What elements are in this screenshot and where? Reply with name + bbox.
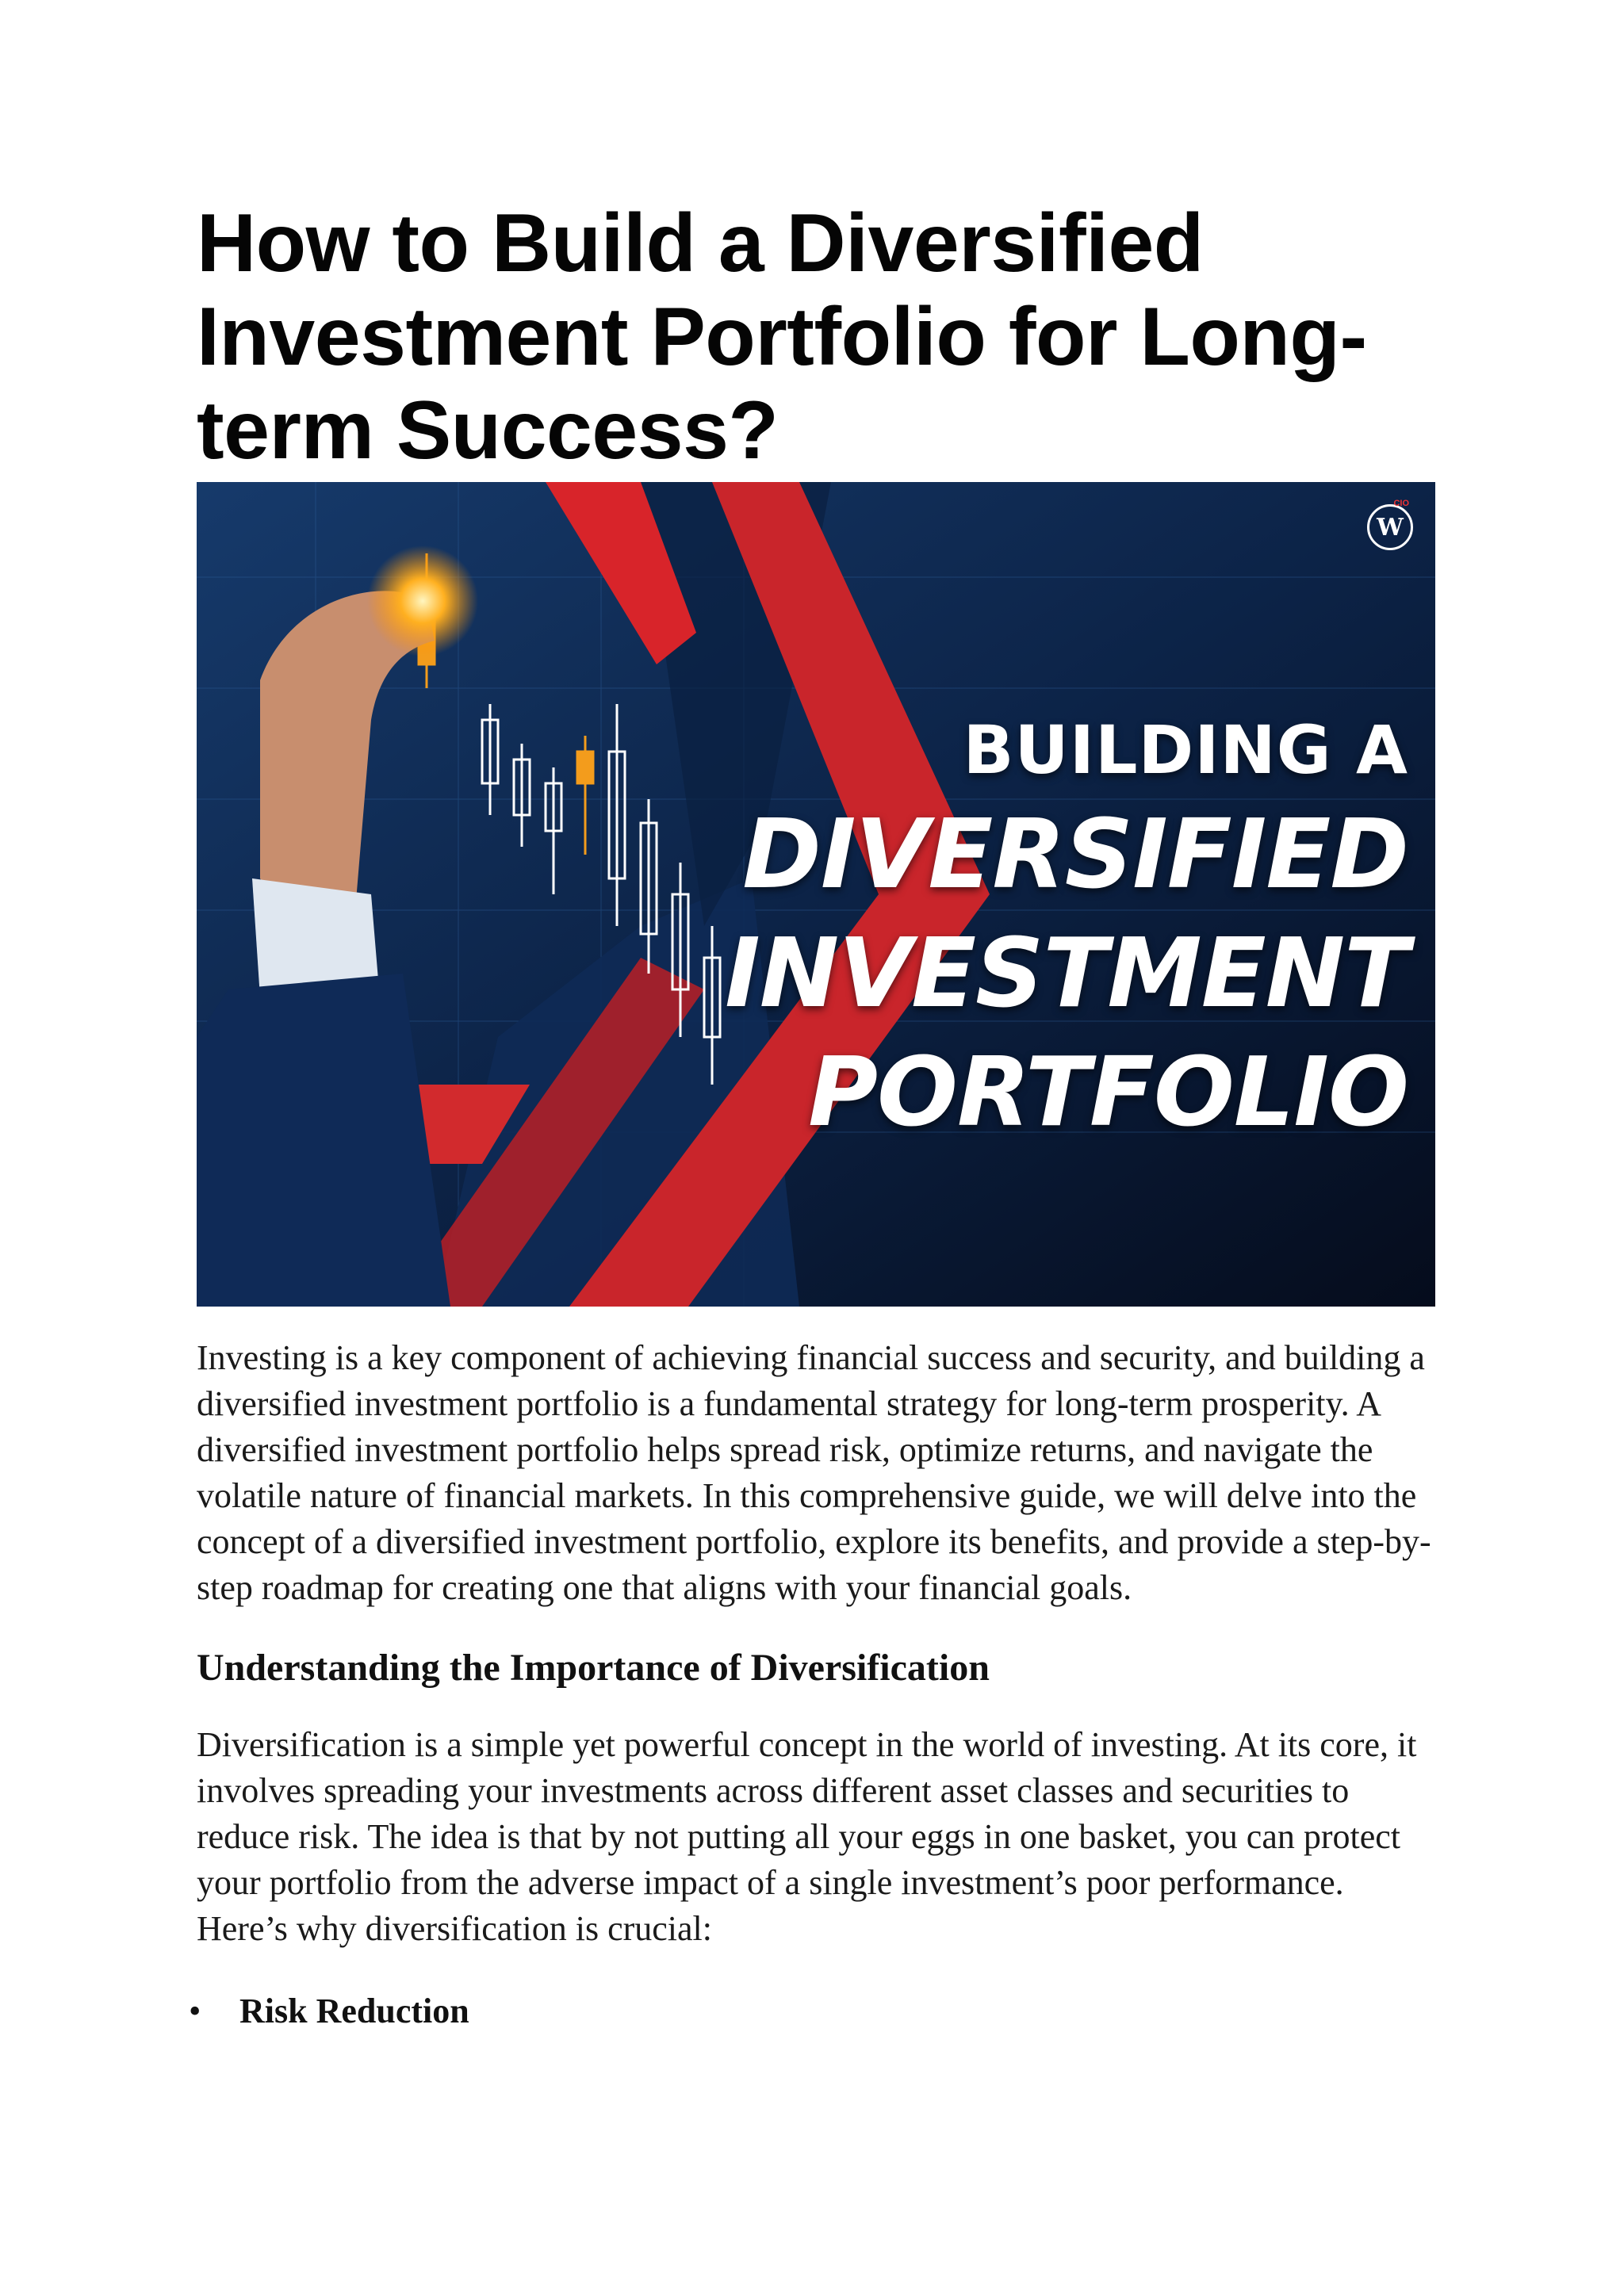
section-heading: Understanding the Importance of Diversification [197, 1647, 990, 1689]
hero-headline [725, 704, 1408, 1153]
logo-letter: W [1377, 513, 1404, 541]
article [197, 197, 1435, 2034]
logo-tag: CIO [1393, 499, 1409, 508]
article-title: How to Build a Diversified Investment Portfolio for Long-term Success? [197, 197, 1367, 476]
cio-women-logo [1367, 499, 1413, 550]
hero-line-2: DIVERSIFIED [742, 800, 1408, 910]
bullet-item-risk-reduction: • Risk Reduction [197, 1988, 1435, 2034]
hero-line-1: BUILDING A [963, 711, 1408, 789]
intro-paragraph: Investing is a key component of achieving financial success and security, and building a diversified investment portfolio is a fundamental strategy for long-term prosperity. A diversified investment portfolio helps spread risk, optimize returns, and navigate the volatile nature of financial markets. In this comprehensive guide, we will delve into the concept of a diversified investment portfolio, explore its benefits, and provide a step-by-step roadmap for creating one that aligns with your financial goals. [197, 1338, 1431, 1607]
hero-line-4: PORTFOLIO [808, 1038, 1408, 1148]
hero-line-3: INVESTMENT [725, 919, 1408, 1029]
bullet-list [197, 1988, 1435, 2034]
section-paragraph: Diversification is a simple yet powerful concept in the world of investing. At its core, it involves spreading your investments across different asset classes and securities to reduce risk. The idea is that by not putting all your eggs in one basket, you can protect your portfolio from the adverse impact of a single investment’s poor performance. Here’s why diversification is crucial: [197, 1725, 1417, 1948]
hero-image [197, 482, 1435, 1307]
